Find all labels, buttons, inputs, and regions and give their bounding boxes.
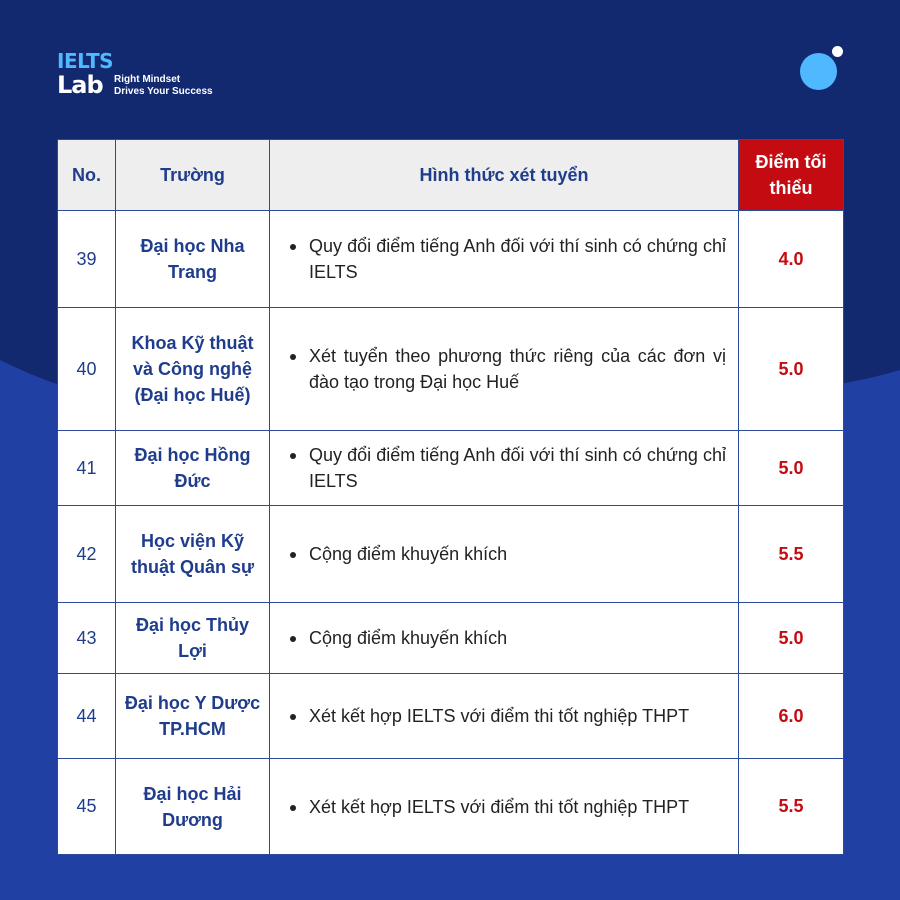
row-number: 41 <box>58 431 116 506</box>
header-method: Hình thức xét tuyển <box>270 140 739 211</box>
row-number: 42 <box>58 506 116 603</box>
logo-ielts-text: IELTS <box>57 49 114 73</box>
admission-method <box>270 674 739 759</box>
row-number: 44 <box>58 674 116 759</box>
min-score: 5.5 <box>739 506 844 603</box>
method-item: Quy đổi điểm tiếng Anh đối với thí sinh có chứng chỉ IELTS <box>290 442 726 494</box>
admission-method <box>270 506 739 603</box>
decor-dot-icon <box>832 46 843 57</box>
min-score: 4.0 <box>739 211 844 308</box>
table-row <box>58 308 844 431</box>
header-min-score: Điểm tối thiểu <box>739 140 844 211</box>
row-number: 39 <box>58 211 116 308</box>
min-score: 5.5 <box>739 759 844 855</box>
min-score: 6.0 <box>739 674 844 759</box>
admission-method <box>270 759 739 855</box>
logo-lab-text: Lab <box>57 71 103 99</box>
school-name: Học viện Kỹ thuật Quân sự <box>116 506 270 603</box>
row-number: 40 <box>58 308 116 431</box>
min-score: 5.0 <box>739 431 844 506</box>
table-row <box>58 603 844 674</box>
table-header-row <box>58 140 844 211</box>
tagline-line-2: Drives Your Success <box>114 86 213 97</box>
school-name: Đại học Y Dược TP.HCM <box>116 674 270 759</box>
method-item: Xét kết hợp IELTS với điểm thi tốt nghiệp THPT <box>290 703 726 729</box>
table-row <box>58 759 844 855</box>
decor-circle-icon <box>800 53 837 90</box>
row-number: 43 <box>58 603 116 674</box>
admission-method <box>270 603 739 674</box>
header-school: Trường <box>116 140 270 211</box>
admission-table <box>57 139 844 855</box>
school-name: Đại học Hải Dương <box>116 759 270 855</box>
min-score: 5.0 <box>739 603 844 674</box>
school-name: Đại học Nha Trang <box>116 211 270 308</box>
row-number: 45 <box>58 759 116 855</box>
table-row <box>58 431 844 506</box>
header-no: No. <box>58 140 116 211</box>
method-item: Cộng điểm khuyến khích <box>290 541 726 567</box>
method-item: Cộng điểm khuyến khích <box>290 625 726 651</box>
admission-method <box>270 211 739 308</box>
logo-tagline <box>114 74 213 98</box>
admission-method <box>270 308 739 431</box>
school-name: Khoa Kỹ thuật và Công nghệ (Đại học Huế) <box>116 308 270 431</box>
admission-method <box>270 431 739 506</box>
table-row <box>58 211 844 308</box>
min-score: 5.0 <box>739 308 844 431</box>
table-row <box>58 506 844 603</box>
method-item: Xét tuyển theo phương thức riêng của các đơn vị đào tạo trong Đại học Huế <box>290 343 726 395</box>
school-name: Đại học Hồng Đức <box>116 431 270 506</box>
method-item: Xét kết hợp IELTS với điểm thi tốt nghiệp THPT <box>290 794 726 820</box>
school-name: Đại học Thủy Lợi <box>116 603 270 674</box>
tagline-line-1: Right Mindset <box>114 74 181 85</box>
table-row <box>58 674 844 759</box>
brand-logo <box>57 51 257 101</box>
method-item: Quy đổi điểm tiếng Anh đối với thí sinh có chứng chỉ IELTS <box>290 233 726 285</box>
